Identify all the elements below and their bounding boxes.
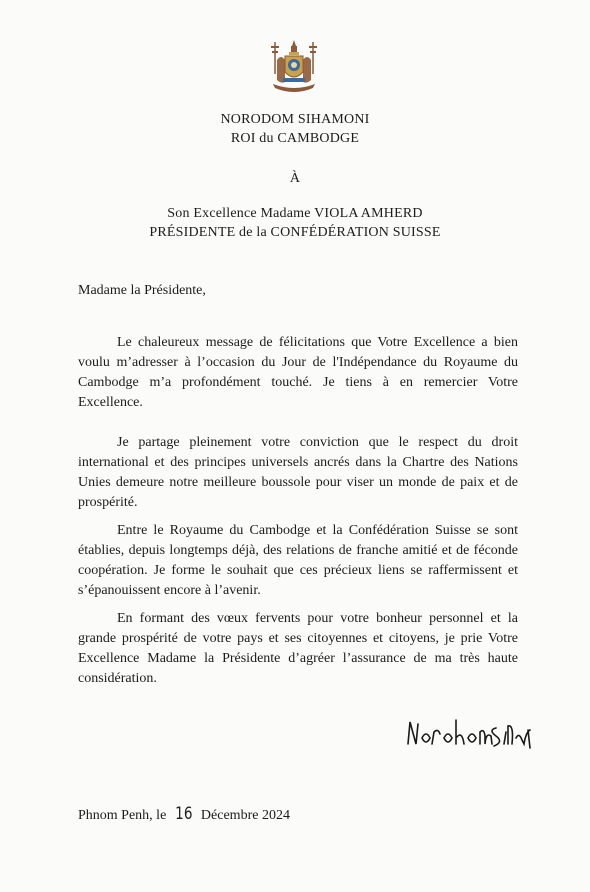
to-marker: À: [289, 171, 301, 186]
paragraph: Je partage pleinement votre conviction que le respect du droit international et des principes universels ancrés dans la Chartre des Nations Unies demeure notre meilleure boussole pour viser un monde de paix et de prospérité.: [78, 435, 518, 510]
sender-title: ROI du CAMBODGE: [230, 131, 360, 146]
paragraph: Entre le Royaume du Cambodge et la Confédération Suisse se sont établies, depuis longtemps déjà, des relations de franche amitié et de féconde coopération. Je forme le souhait que ces précieux liens se raffermissent et s’épanouissent encore à l’avenir.: [78, 523, 518, 598]
date-month-year: Décembre 2024: [200, 808, 290, 823]
sender-name: NORODOM SIHAMONI: [220, 112, 370, 127]
date-line: [78, 804, 290, 824]
recipient-name: Son Excellence Madame VIOLA AMHERD: [167, 206, 423, 221]
recipient-title: PRÉSIDENTE de la CONFÉDÉRATION SUISSE: [149, 225, 441, 240]
royal-coat-of-arms-icon: [263, 38, 325, 96]
salutation: Madame la Présidente,: [78, 283, 206, 298]
date-place-prefix: Phnom Penh, le: [78, 808, 167, 823]
date-day-handwritten: 16: [174, 804, 193, 824]
paragraph: En formant des vœux fervents pour votre bonheur personnel et la grande prospérité de votre pays et ses citoyennes et citoyens, je prie Votre Excellence Madame la Présidente d’agréer l’assurance de ma très haute considération.: [78, 611, 518, 686]
handwritten-signature: [404, 714, 532, 754]
paragraph: Le chaleureux message de félicitations que Votre Excellence a bien voulu m’adresser à l’occasion du Jour de l'Indépendance du Royaume du Cambodge m’a profondément touché. Je tiens à en remercier Votre Excellence.: [78, 335, 518, 410]
